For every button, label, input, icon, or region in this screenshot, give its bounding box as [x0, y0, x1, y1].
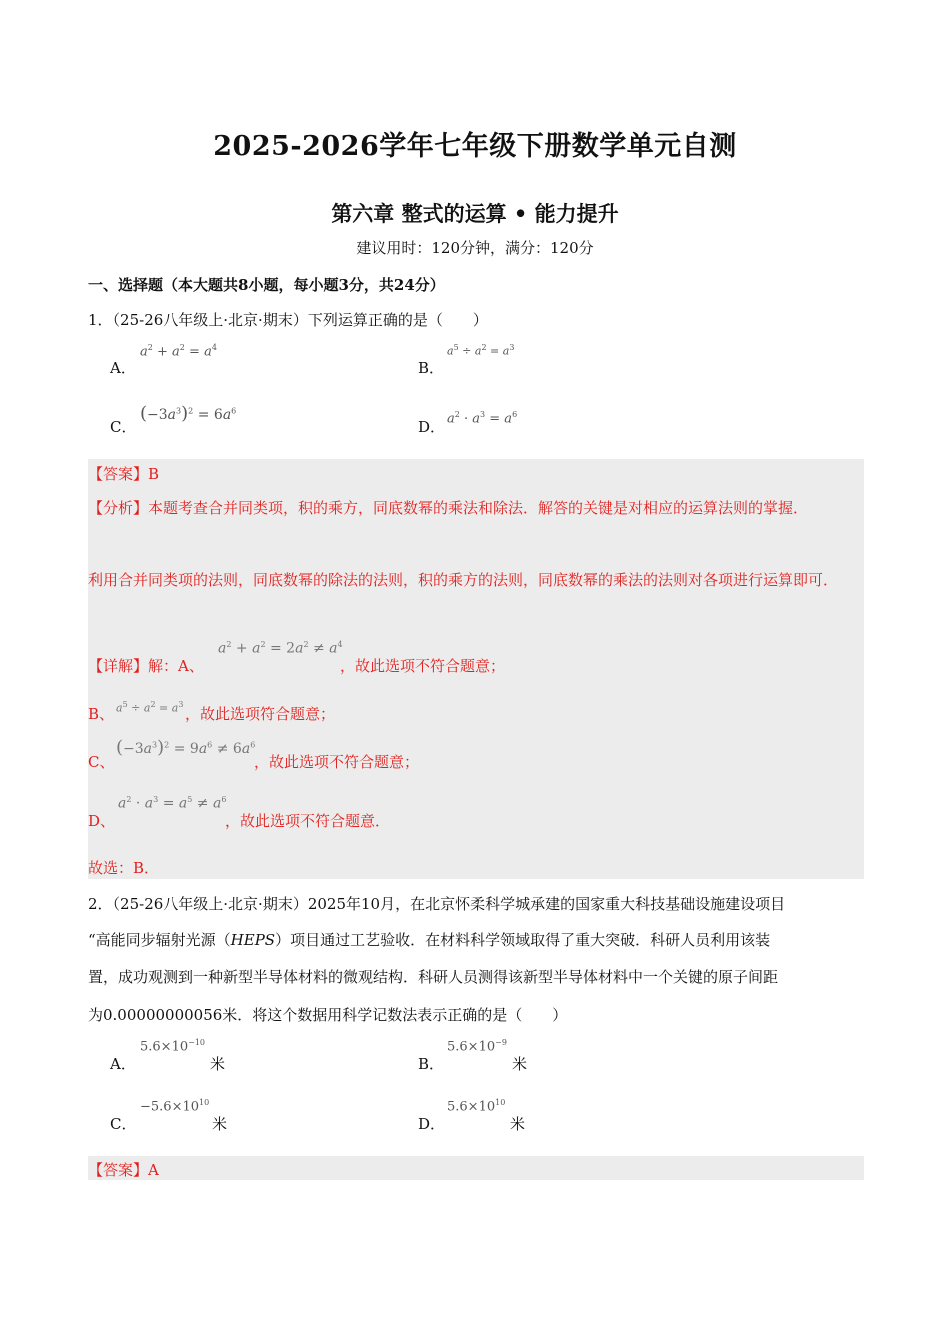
q2-answer-box [88, 1156, 864, 1180]
q1-detail-b-suffix: ，故此选项符合题意； [185, 705, 336, 723]
q1-detail-c-suffix: ，故此选项不符合题意； [254, 753, 420, 771]
q1-detail-d: D、 [88, 812, 116, 830]
section-heading: 一、选择题（本大题共8小题，每小题3分，共24分） [88, 276, 445, 294]
q1-option-d-formula: $a^2 \cdot a^3 = a^6$ [447, 410, 518, 427]
question-2-stem-line2: “高能同步辐射光源（HEPS）项目通过工艺验收．在材料科学领域取得了重大突破．科研人员利用该装 [88, 931, 771, 949]
question-2-stem-line1: 2．（25-26八年级上·北京·期末）2025年10月，在北京怀柔科学城承建的国家重大科技基础设施建设项目 [88, 895, 786, 913]
q1-detail-c: C、 [88, 753, 115, 771]
q2-option-b-formula: $5.6\times 10^{-9}$ [447, 1038, 507, 1055]
q1-answer: 【答案】B [88, 465, 160, 483]
q1-detail-a: 【详解】解：A、 [88, 657, 204, 675]
q1-detail-b: B、 [88, 705, 115, 723]
q1-option-a-formula: $a^2 + a^2 = a^4$ [140, 343, 217, 360]
q2-option-b-label: B． [418, 1055, 445, 1073]
q1-option-c-label: C． [110, 418, 137, 436]
q2-option-a-label: A． [110, 1055, 136, 1073]
q1-option-c-formula: $(-3a^3)^2 = 6a^6$ [140, 403, 237, 424]
q1-option-b-formula: $a^5 \div a^2 = a^3$ [447, 343, 515, 358]
document-title: 2025-2026学年七年级下册数学单元自测 [213, 131, 737, 162]
q2-option-d-formula: $5.6\times 10^{10}$ [447, 1098, 506, 1115]
question-1-stem: 1．（25-26八年级上·北京·期末）下列运算正确的是（ ） [88, 311, 488, 329]
q1-detail-a-formula: $a^2 + a^2 = 2a^2 \ne a^4$ [218, 640, 343, 657]
q1-analysis-method: 利用合并同类项的法则，同底数幂的除法的法则，积的乘方的法则，同底数幂的乘法的法则对各项进行运算即可． [88, 571, 839, 589]
q2-option-d-unit: 米 [510, 1115, 526, 1133]
q1-conclusion: 故选：B． [88, 859, 160, 877]
q1-option-d-label: D． [418, 418, 446, 436]
q1-detail-d-formula: $a^2 \cdot a^3 = a^5 \ne a^6$ [118, 795, 227, 812]
q2-option-a-unit: 米 [210, 1055, 226, 1073]
q2-answer: 【答案】A [88, 1161, 159, 1179]
q1-option-b-label: B． [418, 359, 445, 377]
q1-detail-b-formula: $a^5 \div a^2 = a^3$ [116, 700, 184, 715]
q1-detail-c-formula: $(-3a^3)^2 = 9a^6 \ne 6a^6$ [116, 737, 256, 758]
q2-option-d-label: D． [418, 1115, 446, 1133]
chapter-subtitle: 第六章 整式的运算 • 能力提升 [331, 201, 619, 226]
q1-option-a-label: A． [110, 359, 136, 377]
question-2-stem-line3: 置，成功观测到一种新型半导体材料的微观结构．科研人员测得该新型半导体材料中一个关键的原子间距 [88, 968, 779, 986]
q1-analysis: 【分析】本题考查合并同类项，积的乘方，同底数幂的乘法和除法．解答的关键是对相应的运算法则的掌握． [88, 499, 809, 517]
q2-option-c-label: C． [110, 1115, 137, 1133]
q2-option-a-formula: $5.6\times 10^{-10}$ [140, 1038, 205, 1055]
q1-detail-d-suffix: ，故此选项不符合题意． [225, 812, 391, 830]
q2-option-c-formula: $-5.6\times 10^{10}$ [140, 1098, 210, 1115]
question-2-stem-line4: 为0.00000000056米．将这个数据用科学记数法表示正确的是（ ） [88, 1006, 568, 1024]
q1-detail-a-suffix: ，故此选项不符合题意； [340, 657, 506, 675]
time-info: 建议用时：120分钟，满分：120分 [356, 239, 594, 257]
q2-option-c-unit: 米 [212, 1115, 228, 1133]
q2-option-b-unit: 米 [512, 1055, 528, 1073]
